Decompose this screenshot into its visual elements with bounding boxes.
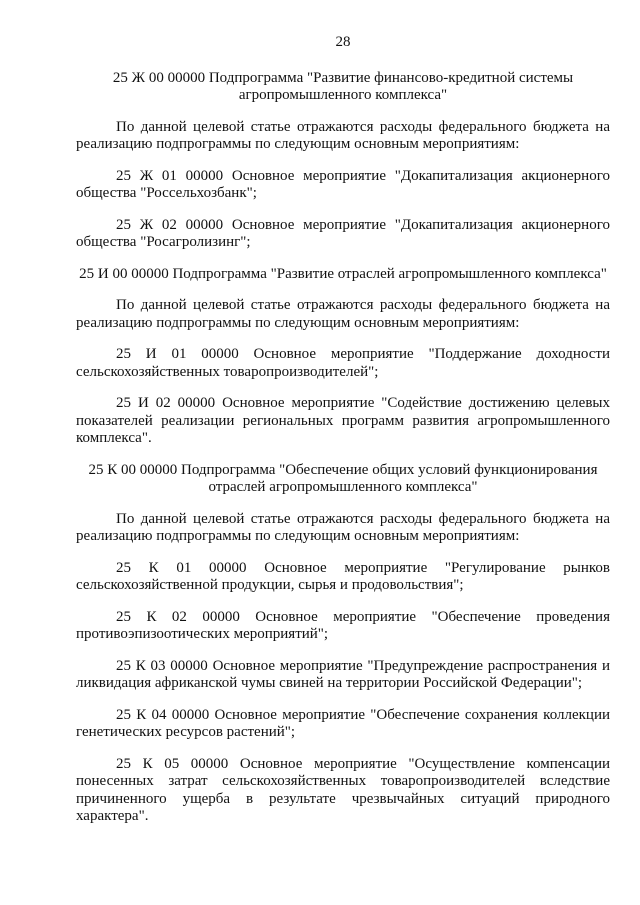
activity-item: 25 К 03 00000 Основное мероприятие "Предупреждение распространения и ликвидация африканской чумы свиней на территории Российской Федерации";	[76, 657, 610, 691]
subprogram-heading: 25 К 00 00000 Подпрограмма "Обеспечение общих условий функционирования отраслей агропромышленного комплекса"	[88, 461, 598, 495]
paragraph: По данной целевой статье отражаются расходы федерального бюджета на реализацию подпрограммы по следующим основным мероприятиям:	[76, 118, 610, 152]
subprogram-heading: 25 Ж 00 00000 Подпрограмма "Развитие финансово-кредитной системы агропромышленного комплекса"	[112, 69, 574, 103]
activity-item: 25 К 02 00000 Основное мероприятие "Обеспечение проведения противоэпизоотических мероприятий";	[76, 608, 610, 642]
page-number: 28	[335, 34, 351, 50]
paragraph: По данной целевой статье отражаются расходы федерального бюджета на реализацию подпрограммы по следующим основным мероприятиям:	[76, 510, 610, 544]
activity-item: 25 К 01 00000 Основное мероприятие "Регулирование рынков сельскохозяйственной продукции, сырья и продовольствия";	[76, 559, 610, 593]
activity-item: 25 И 02 00000 Основное мероприятие "Содействие достижению целевых показателей реализации региональных программ развития агропромышленного комплекса".	[76, 395, 610, 446]
document-page	[76, 34, 610, 840]
activity-item: 25 Ж 01 00000 Основное мероприятие "Докапитализация акционерного общества "Россельхозбанк";	[76, 167, 610, 201]
activity-item: 25 К 04 00000 Основное мероприятие "Обеспечение сохранения коллекции генетических ресурсов растений";	[76, 706, 610, 740]
activity-item: 25 К 05 00000 Основное мероприятие "Осуществление компенсации понесенных затрат сельскохозяйственных товаропроизводителей вследствие причиненного ущерба в результате чрезвычайных ситуаций природного характера".	[76, 755, 610, 824]
activity-item: 25 Ж 02 00000 Основное мероприятие "Докапитализация акционерного общества "Росагролизинг";	[76, 216, 610, 250]
subprogram-heading: 25 И 00 00000 Подпрограмма "Развитие отраслей агропромышленного комплекса"	[79, 265, 607, 282]
paragraph: По данной целевой статье отражаются расходы федерального бюджета на реализацию подпрограммы по следующим основным мероприятиям:	[76, 297, 610, 331]
activity-item: 25 И 01 00000 Основное мероприятие "Поддержание доходности сельскохозяйственных товаропроизводителей";	[76, 346, 610, 380]
